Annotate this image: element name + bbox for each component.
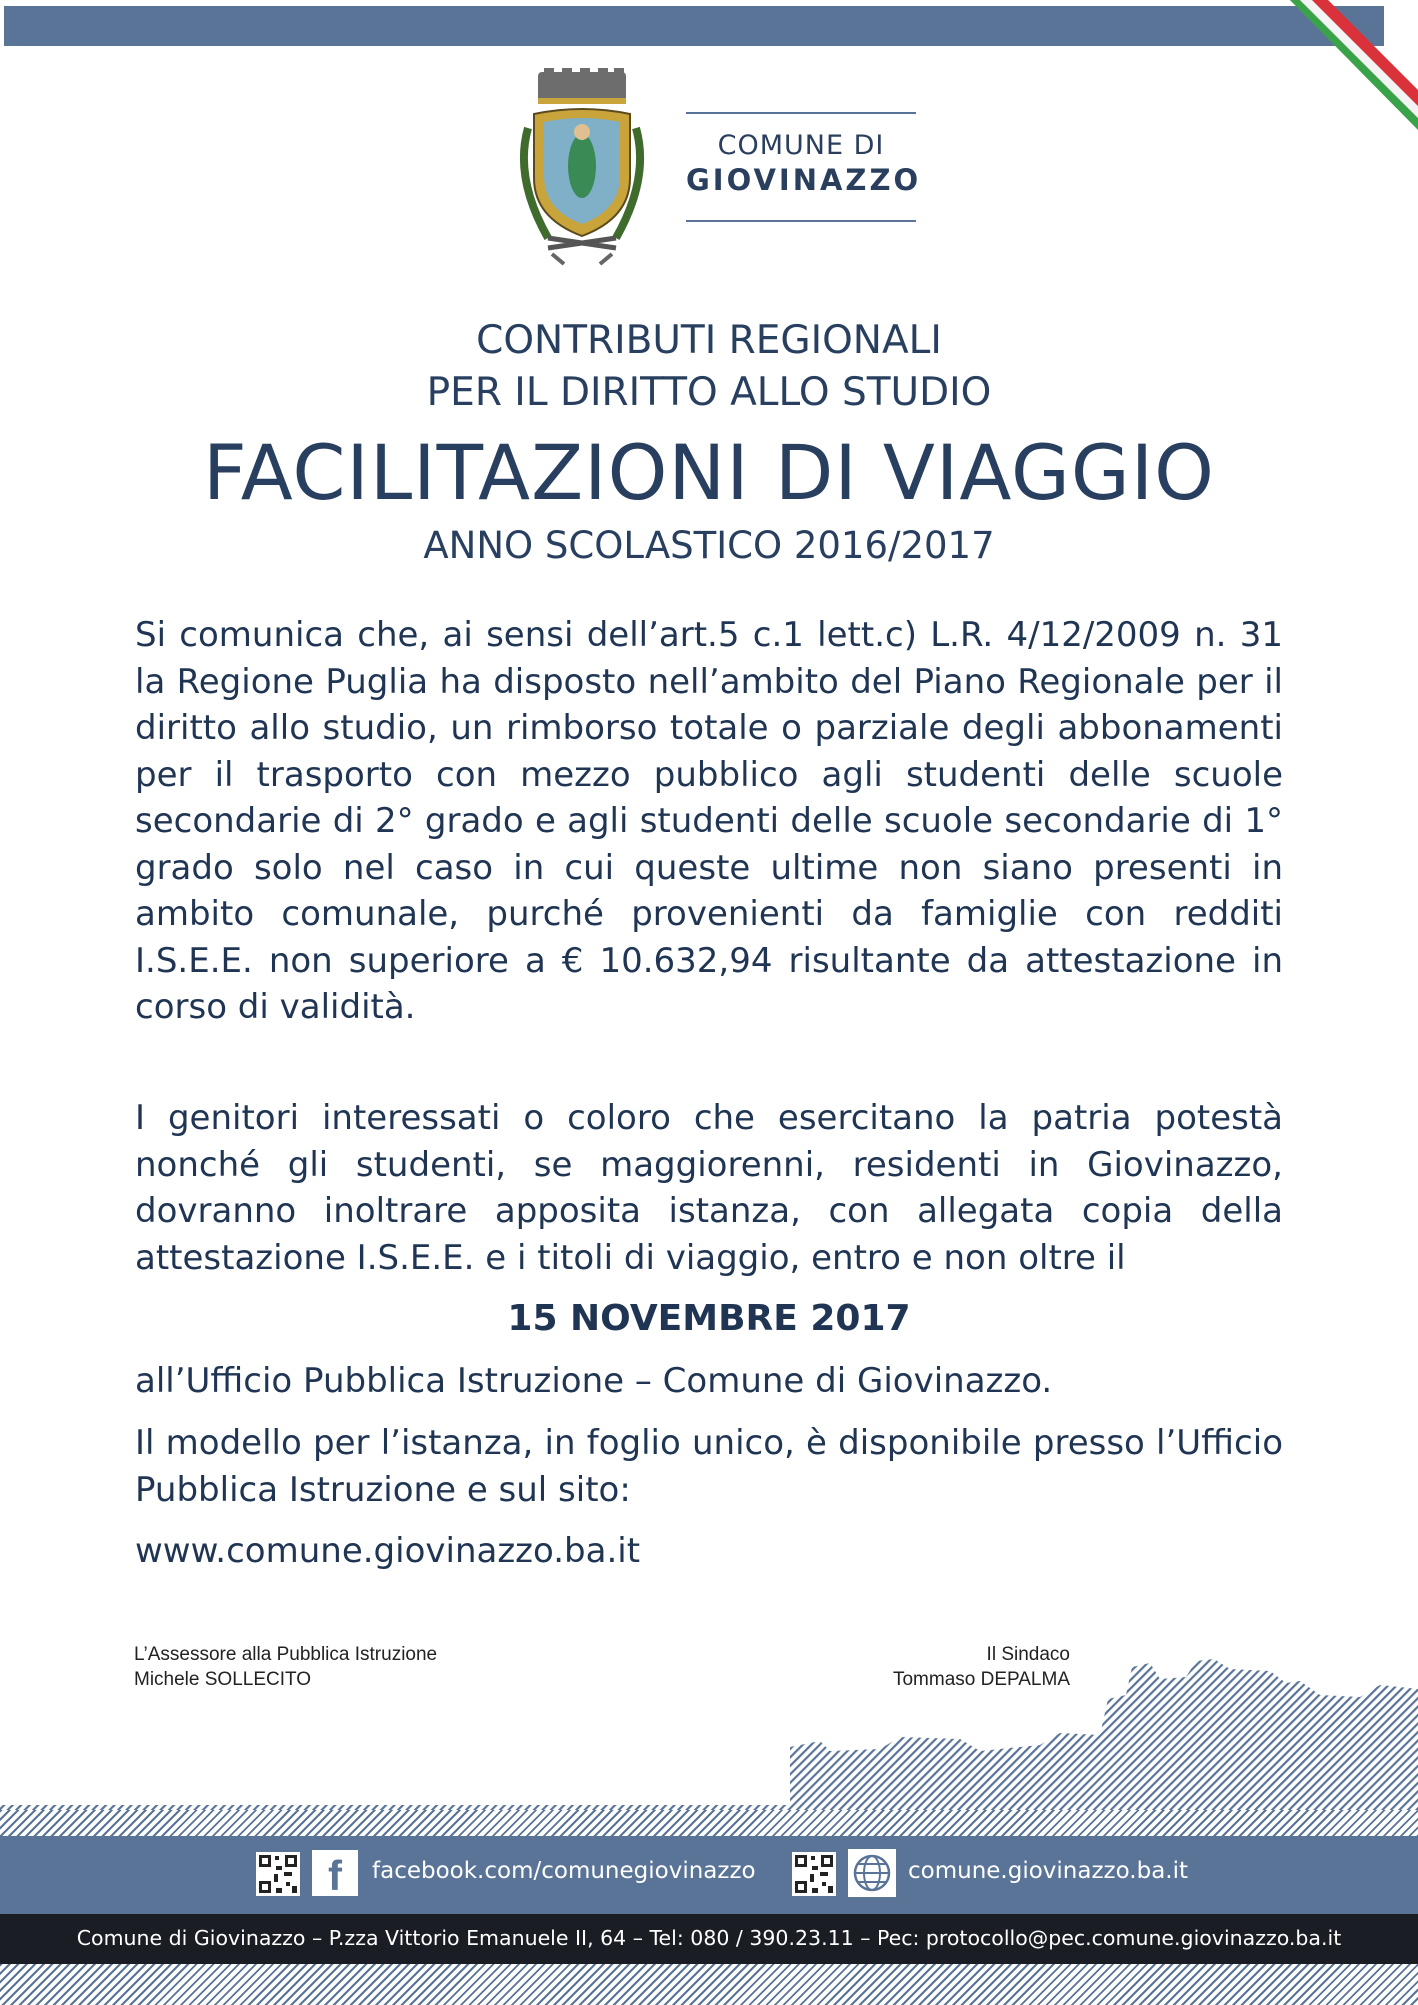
facebook-icon[interactable] (312, 1850, 358, 1899)
sindaco-role: Il Sindaco (986, 1644, 1070, 1665)
main-title: FACILITAZIONI DI VIAGGIO (202, 428, 1216, 517)
title-line-1: CONTRIBUTI REGIONALI (476, 318, 942, 363)
italian-flag-ribbon (1278, 0, 1418, 140)
assessore-role: L’Assessore alla Pubblica Istruzione (134, 1644, 438, 1665)
coat-of-arms-icon (508, 68, 656, 268)
facebook-link[interactable]: facebook.com/comunegiovinazzo (372, 1858, 756, 1884)
deadline-date: 15 NOVEMBRE 2017 (507, 1298, 911, 1339)
paragraph-4: Il modello per l’istanza, in foglio unico, è disponibile presso l’Ufficio Pubblica Istruzione e sul sito: (135, 1423, 1283, 1510)
comune-di-label: COMUNE DI (717, 130, 885, 161)
bottom-hatch-band (0, 1964, 1418, 2005)
site-link[interactable]: comune.giovinazzo.ba.it (908, 1858, 1189, 1884)
paragraph-3: all’Ufficio Pubblica Istruzione – Comune di Giovinazzo. (135, 1361, 1053, 1401)
website-link[interactable]: www.comune.giovinazzo.ba.it (135, 1531, 641, 1571)
school-year: ANNO SCOLASTICO 2016/2017 (423, 524, 995, 567)
qr-code-icon (792, 1852, 836, 1896)
paragraph-2: I genitori interessati o coloro che esercitano la patria potestà nonché gli studenti, se maggiorenni, residenti in Giovinazzo, dovranno inoltrare apposita istanza, con allegata copia della attestazione I.S.E.E. e i titoli di viaggio, entro e non oltre il (135, 1098, 1283, 1278)
qr-code-icon (256, 1852, 300, 1896)
globe-icon[interactable] (848, 1849, 896, 1897)
municipality-name-box (686, 112, 922, 222)
decorative-hatch-band (0, 1810, 1418, 1836)
paragraph-1: Si comunica che, ai sensi dell’art.5 c.1 lett.c) L.R. 4/12/2009 n. 31 la Regione Puglia ha disposto nell’ambito del Piano Regionale per il diritto allo studio, un rimborso totale o parziale degli abbonamenti per il trasporto con mezzo pubblico agli studenti delle scuole secondarie di 2° grado e agli studenti delle scuole secondarie di 1° grado solo nel caso in cui queste ultime non siano presenti in ambito comunale, purché provenienti da famiglie con redditi I.S.E.E. non superiore a € 10.632,94 risultante da attestazione in corso di validità. (135, 615, 1283, 1027)
footer-contact-info: Comune di Giovinazzo – P.zza Vittorio Emanuele II, 64 – Tel: 080 / 390.23.11 – Pec: protocollo@pec.comune.giovinazzo.ba.it (76, 1926, 1342, 1950)
city-skyline-illustration (0, 1655, 1418, 1835)
social-bar (0, 1836, 1418, 1914)
assessore-name: Michele SOLLECITO (134, 1669, 312, 1690)
facebook-f-glyph: f (328, 1852, 342, 1899)
title-line-2: PER IL DIRITTO ALLO STUDIO (426, 370, 992, 415)
top-banner-bar (4, 6, 1384, 46)
comune-name: GIOVINAZZO (686, 163, 922, 197)
sindaco-name: Tommaso DEPALMA (892, 1669, 1070, 1690)
footer-bar (0, 1914, 1418, 1964)
